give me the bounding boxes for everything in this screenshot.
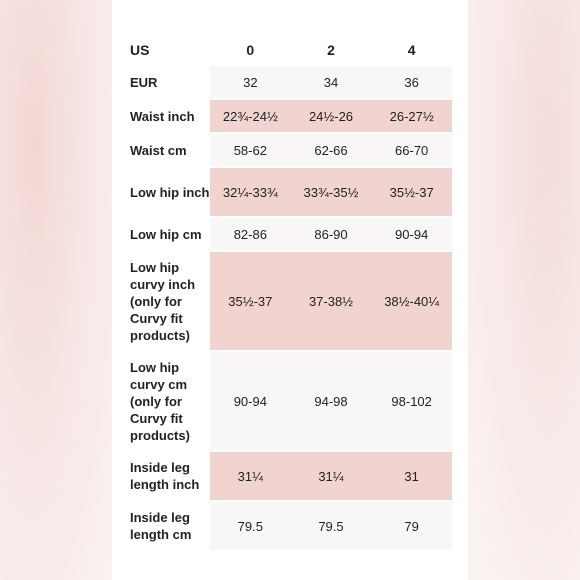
cell-value: 79.5 [210,502,291,550]
row-label: Low hip curvy inch (only for Curvy fit products) [130,259,196,343]
cell-value: 33¾-35½ [291,168,372,216]
row-label: Low hip cm [130,226,202,242]
table-row-inside-leg-cm [130,502,452,550]
cell-value: 35½-37 [210,252,291,350]
cell-value: 90-94 [210,352,291,450]
cell-value: 98-102 [371,352,452,450]
header-size-4: 4 [371,34,452,66]
header-size-2: 2 [291,34,372,66]
blurred-background-right [468,0,580,580]
table-row-low-hip-inch [130,168,452,216]
row-label: Low hip inch [130,184,210,200]
cell-value: 24½-26 [291,100,372,132]
row-label: EUR [130,74,158,90]
table-row-eur [130,66,452,98]
row-label: Waist cm [130,142,187,158]
cell-value: 31 [371,452,452,500]
cell-value: 38½-40¼ [371,252,452,350]
row-label: Inside leg length cm [130,510,192,542]
cell-value: 79 [371,502,452,550]
cell-value: 62-66 [291,134,372,166]
header-size-0: 0 [210,34,291,66]
cell-value: 32 [210,66,291,98]
cell-value: 32¼-33¾ [210,168,291,216]
cell-value: 22¾-24½ [210,100,291,132]
table-row-low-hip-cm [130,218,452,250]
cell-value: 86-90 [291,218,372,250]
header-label-us: US [130,41,150,58]
size-chart-table [130,34,452,550]
table-row-waist-cm [130,134,452,166]
cell-value: 66-70 [371,134,452,166]
table-row-low-hip-curvy-inch [130,252,452,350]
cell-value: 82-86 [210,218,291,250]
blurred-background-left [0,0,112,580]
cell-value: 37-38½ [291,252,372,350]
cell-value: 35½-37 [371,168,452,216]
table-row-low-hip-curvy-cm [130,352,452,450]
table-row-inside-leg-inch [130,452,452,500]
cell-value: 31¼ [291,452,372,500]
cell-value: 58-62 [210,134,291,166]
row-label: Low hip curvy cm (only for Curvy fit products) [130,359,190,443]
cell-value: 36 [371,66,452,98]
table-row-waist-inch [130,100,452,132]
row-label: Inside leg length inch [130,460,200,492]
cell-value: 94-98 [291,352,372,450]
cell-value: 34 [291,66,372,98]
cell-value: 26-27½ [371,100,452,132]
cell-value: 31¼ [210,452,291,500]
row-label: Waist inch [130,108,195,124]
cell-value: 90-94 [371,218,452,250]
cell-value: 79.5 [291,502,372,550]
table-header-row [130,34,452,66]
